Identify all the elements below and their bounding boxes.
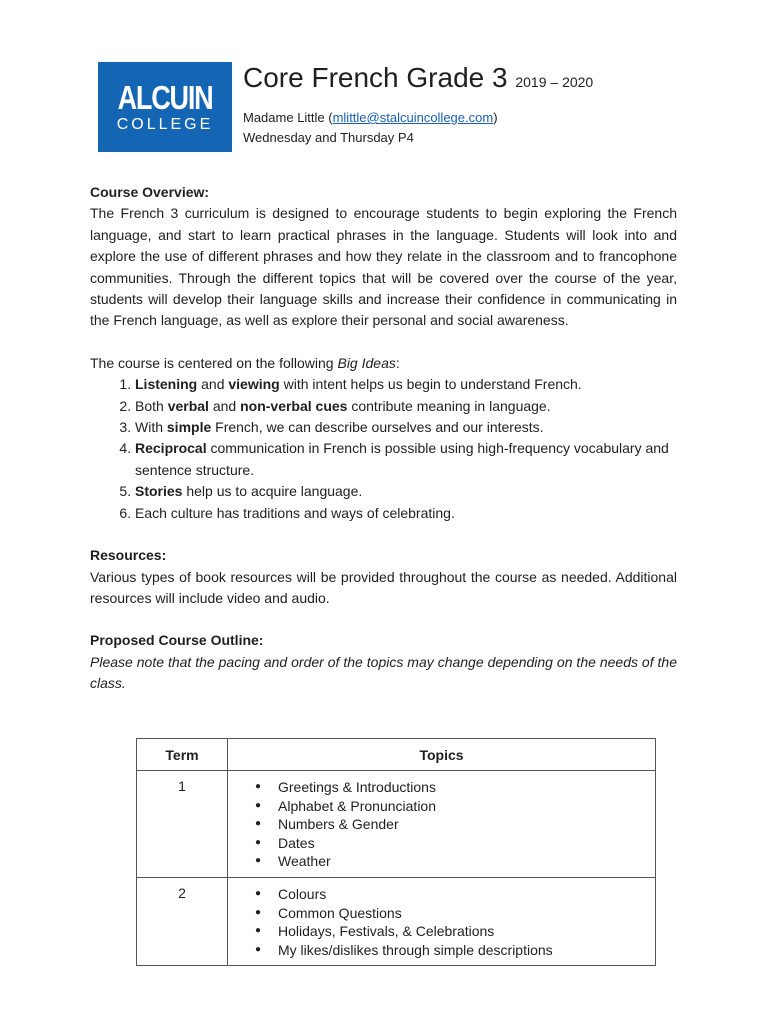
logo-line-2: COLLEGE [116, 116, 214, 133]
table-header-row [137, 739, 656, 771]
course-outline-heading: Proposed Course Outline: [90, 632, 264, 649]
big-ideas-list [90, 374, 677, 524]
list-item: ● Alphabet & Pronunciation [278, 797, 655, 816]
teacher-suffix: ) [493, 110, 498, 125]
big-idea-item: 4. Reciprocal communication in French is possible using high-frequency vocabulary and sentence structure. [135, 438, 677, 481]
teacher-line [243, 108, 703, 128]
topics-cell [228, 877, 656, 965]
table-row [137, 771, 656, 878]
teacher-prefix: Madame Little ( [243, 110, 333, 125]
list-item: ● Common Questions [278, 904, 655, 923]
course-outline-note: Please note that the pacing and order of the topics may change depending on the needs of the class. [90, 653, 677, 692]
resources-text: Various types of book resources will be provided throughout the course as needed. Additional resources will include video and audio. [90, 568, 677, 606]
list-item: ● Weather [278, 852, 655, 871]
topic-list [228, 778, 655, 871]
topic-list [228, 885, 655, 959]
title-block [243, 60, 703, 148]
document-header [98, 60, 698, 154]
school-years: 2019 – 2020 [515, 74, 594, 90]
term-cell: 2 [137, 877, 228, 965]
big-idea-item: 6. Each culture has traditions and ways of celebrating. [135, 503, 677, 524]
teacher-email-link[interactable]: mlittle@stalcuincollege.com [332, 110, 494, 125]
big-idea-item: 2. Both verbal and non-verbal cues contribute meaning in language. [135, 396, 677, 417]
list-item: ● Holidays, Festivals, & Celebrations [278, 922, 655, 941]
course-overview-heading: Course Overview: [90, 184, 210, 200]
logo-line-1: ALCUIN [117, 79, 213, 116]
topics-cell [228, 771, 656, 878]
big-idea-item: 5. Stories help us to acquire language. [135, 481, 677, 502]
class-schedule: Wednesday and Thursday P4 [243, 130, 414, 145]
big-ideas-intro: The course is centered on the following Big Ideas: [90, 354, 400, 371]
big-idea-item: 1. Listening and viewing with intent helps us begin to understand French. [135, 374, 677, 395]
topics-column-header: Topics [228, 739, 656, 771]
big-idea-item: 3. With simple French, we can describe ourselves and our interests. [135, 417, 677, 438]
page-title [243, 60, 703, 100]
alcuin-college-logo [98, 62, 232, 152]
list-item: ● Dates [278, 834, 655, 853]
list-item: ● Colours [278, 885, 655, 904]
list-item: ● Numbers & Gender [278, 815, 655, 834]
course-title: Core French Grade 3 [243, 62, 508, 93]
course-outline-table [136, 738, 656, 966]
term-cell: 1 [137, 771, 228, 878]
table-row [137, 877, 656, 965]
list-item: ● Greetings & Introductions [278, 778, 655, 797]
course-overview-text: The French 3 curriculum is designed to encourage students to begin exploring the French language, and start to learn practical phrases in the language. Students will look into and explore the use of different phrases and how they relate in the classroom and to francophone communities. Through the different topics that will be covered over the course of the year, students will develop their language skills and increase their confidence in communicating in the French language, as well as explore their personal and social awareness. [90, 205, 677, 329]
document-body [90, 182, 677, 695]
term-column-header: Term [137, 739, 228, 771]
resources-heading: Resources: [90, 547, 167, 564]
list-item: ● My likes/dislikes through simple descriptions [278, 941, 655, 960]
